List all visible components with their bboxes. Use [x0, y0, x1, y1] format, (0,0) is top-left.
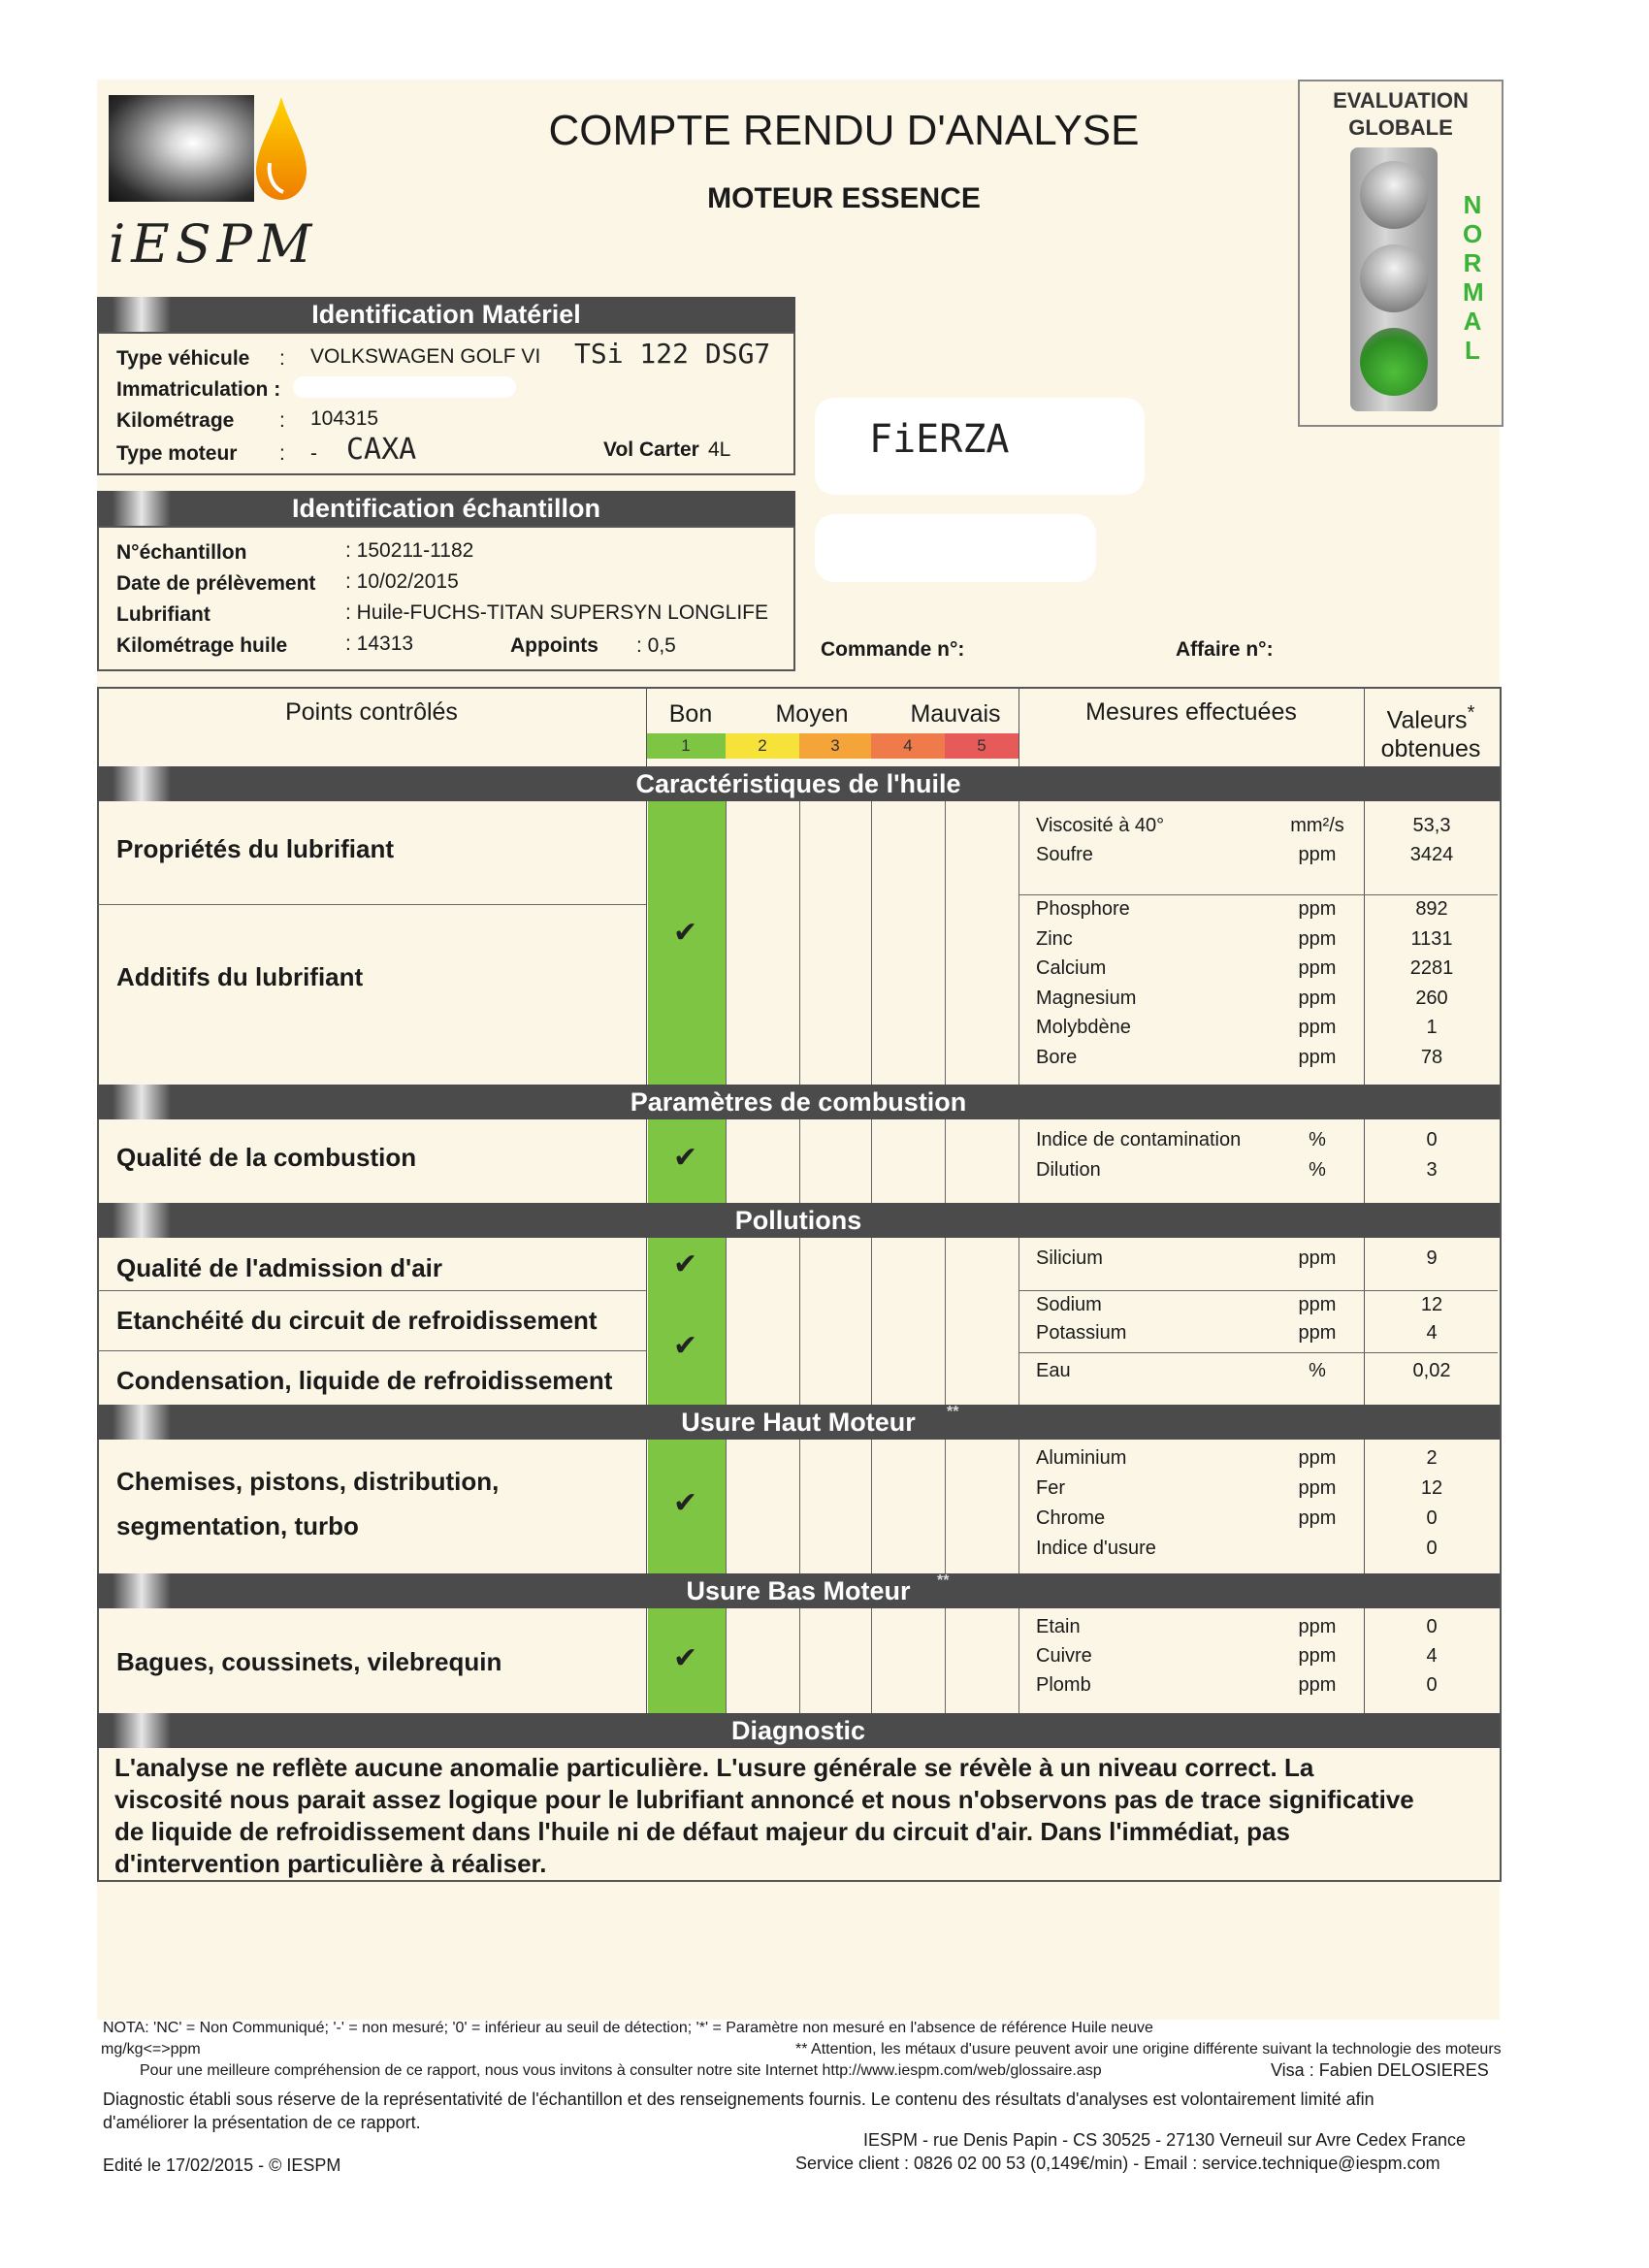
header-mauvais: Mauvais — [910, 700, 1001, 728]
lubrifiant-label: Lubrifiant — [116, 603, 210, 626]
score-col-divider — [799, 1608, 800, 1713]
measure-value: 1 — [1426, 1017, 1438, 1038]
measure-value: 4 — [1426, 1322, 1438, 1344]
measure-value: 892 — [1415, 898, 1448, 920]
footer-glossaire: Pour une meilleure compréhension de ce rapport, nous vous invitons à consulter notre site Internet http://www.iespm.com/web/glossaire.asp — [140, 2062, 1102, 2079]
measure-name: Etain — [1036, 1616, 1081, 1637]
row-admission: Qualité de l'admission d'air — [116, 1253, 443, 1282]
measure-name: Indice de contamination — [1036, 1129, 1242, 1150]
light-top — [1360, 161, 1428, 229]
measure-name: Aluminium — [1036, 1447, 1127, 1469]
oil-drop-icon — [254, 95, 308, 202]
row-etancheite: Etanchéité du circuit de refroidissement — [116, 1306, 598, 1335]
measure-unit: % — [1309, 1360, 1326, 1381]
diagnostic-line: d'intervention particulière à réaliser. — [114, 1849, 547, 1878]
section-title: Identification Matériel — [311, 300, 581, 329]
section-title: Caractéristiques de l'huile — [635, 769, 961, 798]
measure-unit: ppm — [1298, 898, 1337, 920]
handwritten-name: FiERZA — [869, 417, 1010, 462]
type-moteur-handwritten: CAXA — [346, 433, 417, 467]
header-moyen: Moyen — [775, 700, 849, 728]
kilometrage-label: Kilométrage — [116, 409, 235, 432]
measure-name: Calcium — [1036, 957, 1107, 979]
report-subtitle: MOTEUR ESSENCE — [707, 182, 981, 214]
logo-text: iESPM — [109, 213, 318, 275]
numero-label: N°échantillon — [116, 541, 247, 564]
measure-unit: ppm — [1298, 844, 1337, 865]
measure-name: Potassium — [1036, 1322, 1127, 1344]
section-caracteristiques — [97, 766, 1500, 801]
double-star: ** — [947, 1404, 959, 1420]
score-col-divider — [945, 1440, 946, 1573]
type-moteur-label: Type moteur — [116, 442, 238, 465]
footer-reserve-line1: Diagnostic établi sous réserve de la représentativité de l'échantillon et des renseignements fournis. Le contenu des résultats d'analyses est volontairement limité afin — [103, 2090, 1374, 2109]
score-col-divider — [1018, 1440, 1019, 1573]
evaluation-panel — [1298, 80, 1504, 427]
date-label: Date de prélèvement — [116, 572, 316, 595]
section-combustion — [97, 1085, 1500, 1119]
section-title: Identification échantillon — [291, 494, 600, 523]
measure-unit: ppm — [1298, 1447, 1337, 1469]
measure-name: Sodium — [1036, 1294, 1102, 1315]
measure-value: 2 — [1426, 1447, 1438, 1469]
measure-unit: ppm — [1298, 1294, 1337, 1315]
row-divider — [97, 904, 646, 905]
row-divider — [97, 1290, 646, 1291]
header-mesures: Mesures effectuées — [1085, 698, 1297, 726]
score-col-divider — [871, 1440, 872, 1573]
check-icon: ✔ — [673, 1330, 698, 1362]
measure-value: 4 — [1426, 1645, 1438, 1667]
colon: : — [279, 442, 285, 465]
redaction-mask — [815, 514, 1096, 582]
row-combustion: Qualité de la combustion — [116, 1143, 417, 1172]
check-icon: ✔ — [673, 1642, 698, 1674]
measure-name: Fer — [1036, 1477, 1065, 1499]
row-proprietes: Propriétés du lubrifiant — [116, 834, 395, 863]
lubrifiant-value: : Huile-FUCHS-TITAN SUPERSYN LONGLIFE — [345, 601, 769, 624]
light-middle — [1360, 244, 1428, 312]
score-col-divider — [1018, 801, 1019, 1085]
measure-name: Phosphore — [1036, 898, 1130, 920]
check-icon: ✔ — [673, 917, 698, 949]
measure-value: 0 — [1426, 1616, 1438, 1637]
measure-name: Chrome — [1036, 1507, 1106, 1529]
row-bagues: Bagues, coussinets, vilebrequin — [116, 1647, 502, 1676]
evaluation-title-line1: EVALUATION — [1333, 88, 1469, 113]
score-col-divider — [726, 1608, 727, 1713]
section-haut-moteur — [97, 1405, 1500, 1440]
appoints-value: : 0,5 — [636, 634, 676, 657]
footer-reserve-line2: d'améliorer la présentation de ce rapport. — [103, 2113, 421, 2132]
measure-value: 2281 — [1409, 957, 1454, 979]
measure-unit: ppm — [1298, 957, 1337, 979]
logo-gradient — [109, 95, 254, 202]
status-letter: R — [1463, 248, 1482, 277]
measure-name: Magnesium — [1036, 988, 1137, 1009]
score-cell: 2 — [726, 733, 799, 759]
status-letter: O — [1463, 219, 1483, 248]
header-valeurs-line2: obtenues — [1380, 735, 1481, 763]
score-col-divider — [871, 1608, 872, 1713]
measure-value: 0 — [1426, 1129, 1438, 1150]
kilometrage-value: 104315 — [310, 407, 379, 430]
appoints-label: Appoints — [510, 634, 598, 657]
status-letter: L — [1465, 336, 1480, 365]
measure-unit: ppm — [1298, 1645, 1337, 1667]
echantillon-box — [97, 526, 795, 671]
score-col-divider — [1018, 1119, 1019, 1203]
status-letter: M — [1463, 277, 1484, 307]
header-points: Points contrôlés — [285, 698, 458, 726]
measure-value: 0 — [1426, 1538, 1438, 1559]
score-col-divider — [1018, 1238, 1019, 1405]
measure-unit: mm²/s — [1290, 815, 1344, 836]
vol-carter-label: Vol Carter — [603, 438, 699, 461]
measure-value: 12 — [1420, 1294, 1443, 1315]
measure-unit: ppm — [1298, 1674, 1337, 1696]
score-col-divider — [726, 1440, 727, 1573]
score-col-divider — [799, 1440, 800, 1573]
col-divider — [646, 687, 647, 1715]
measure-value: 78 — [1420, 1047, 1443, 1068]
row-condensation: Condensation, liquide de refroidissement — [116, 1366, 613, 1395]
section-pollutions — [97, 1203, 1500, 1238]
section-title: Usure Haut Moteur — [681, 1408, 916, 1437]
measure-unit: ppm — [1298, 1507, 1337, 1529]
measure-unit: ppm — [1298, 1047, 1337, 1068]
score-col-divider — [726, 801, 727, 1085]
asterisk: * — [1467, 702, 1475, 724]
check-icon: ✔ — [673, 1142, 698, 1174]
section-diagnostic — [97, 1713, 1500, 1748]
measure-value: 0,02 — [1412, 1360, 1451, 1381]
score-col-divider — [799, 801, 800, 1085]
traffic-light-icon — [1350, 147, 1438, 411]
status-letter: A — [1463, 307, 1482, 336]
footer-attention: ** Attention, les métaux d'usure peuvent avoir une origine différente suivant la technologie des moteurs — [795, 2041, 1502, 2057]
measure-name: Indice d'usure — [1036, 1538, 1156, 1559]
header-bon: Bon — [668, 700, 713, 728]
score-cell: 1 — [646, 733, 726, 759]
measure-name: Plomb — [1036, 1674, 1091, 1696]
double-star: ** — [937, 1572, 950, 1589]
footer-service: Service client : 0826 02 00 53 (0,149€/min) - Email : service.technique@iespm.com — [795, 2154, 1440, 2173]
footer-visa: Visa : Fabien DELOSIERES — [1271, 2060, 1489, 2080]
type-moteur-value: - — [310, 442, 317, 465]
row-chemises-line2: segmentation, turbo — [116, 1511, 359, 1540]
materiel-box — [97, 332, 795, 475]
measure-value: 3424 — [1409, 844, 1454, 865]
measure-unit: ppm — [1298, 1477, 1337, 1499]
measure-value: 9 — [1426, 1247, 1438, 1269]
header-valeurs — [1364, 698, 1498, 763]
score-col-divider — [871, 801, 872, 1085]
row-chemises-line1: Chemises, pistons, distribution, — [116, 1467, 500, 1496]
section-title: Paramètres de combustion — [630, 1087, 967, 1117]
measure-value: 0 — [1426, 1507, 1438, 1529]
diagnostic-text — [114, 1752, 1482, 1880]
colon: : — [279, 347, 285, 370]
section-identification-materiel — [97, 297, 795, 332]
measure-unit: % — [1309, 1129, 1326, 1150]
score-cell: 5 — [945, 733, 1018, 759]
measure-value: 1131 — [1410, 928, 1453, 950]
measure-name: Bore — [1036, 1047, 1078, 1068]
colon: : — [279, 409, 285, 432]
row-divider — [1018, 1352, 1498, 1353]
measure-unit: ppm — [1298, 988, 1337, 1009]
measure-unit: ppm — [1298, 1247, 1337, 1269]
measure-unit: ppm — [1298, 1017, 1337, 1038]
km-huile-label: Kilométrage huile — [116, 634, 288, 657]
measure-name: Molybdène — [1036, 1017, 1131, 1038]
score-col-divider — [871, 1119, 872, 1203]
light-green — [1360, 328, 1428, 396]
measure-value: 3 — [1426, 1159, 1438, 1181]
type-vehicule-handwritten: TSi 122 DSG7 — [574, 338, 771, 370]
affaire-label: Affaire n°: — [1176, 638, 1274, 661]
score-cell: 4 — [871, 733, 945, 759]
check-icon: ✔ — [673, 1487, 698, 1519]
measure-value: 0 — [1426, 1674, 1438, 1696]
score-col-divider — [871, 1238, 872, 1405]
evaluation-title — [1300, 87, 1502, 142]
type-vehicule-label: Type véhicule — [116, 347, 250, 370]
unit-col-spacer — [1261, 1238, 1262, 1405]
row-divider — [97, 1350, 646, 1351]
measure-name: Soufre — [1036, 844, 1093, 865]
measure-name: Zinc — [1036, 928, 1073, 950]
diagnostic-line: de liquide de refroidissement dans l'huile ni de défaut majeur du circuit d'air. Dans l'immédiat, pas — [114, 1817, 1290, 1846]
diagnostic-line: L'analyse ne reflète aucune anomalie particulière. L'usure générale se révèle à un niveau correct. La — [114, 1753, 1314, 1782]
evaluation-title-line2: GLOBALE — [1348, 115, 1453, 140]
section-title: Pollutions — [734, 1206, 862, 1235]
unit-col-spacer — [1261, 1119, 1262, 1203]
footer-edite: Edité le 17/02/2015 - © IESPM — [103, 2155, 341, 2175]
score-col-divider — [945, 1119, 946, 1203]
score-col-divider — [945, 801, 946, 1085]
km-huile-value: : 14313 — [345, 632, 414, 655]
measure-value: 53,3 — [1412, 815, 1451, 836]
check-icon: ✔ — [673, 1248, 698, 1280]
score-col-divider — [1018, 1608, 1019, 1713]
unit-col-spacer — [1261, 1608, 1262, 1713]
section-bas-moteur — [97, 1573, 1500, 1608]
footer-nota: NOTA: 'NC' = Non Communiqué; '-' = non mesuré; '0' = inférieur au seuil de détection; '*' = Paramètre non mesuré en l'absence de référence Huile neuve — [103, 2020, 1153, 2036]
header-valeurs-text: Valeurs — [1386, 706, 1468, 734]
measure-name: Eau — [1036, 1360, 1071, 1381]
section-identification-echantillon — [97, 491, 795, 526]
row-additifs: Additifs du lubrifiant — [116, 962, 364, 991]
col-divider — [1364, 687, 1365, 1715]
vol-carter-value: 4L — [708, 438, 731, 461]
score-col-divider — [945, 1238, 946, 1405]
measure-name: Dilution — [1036, 1159, 1101, 1181]
status-letter: N — [1463, 190, 1482, 219]
measure-name: Viscosité à 40° — [1036, 815, 1165, 836]
type-vehicule-value: VOLKSWAGEN GOLF VI — [310, 345, 541, 368]
score-col-divider — [726, 1238, 727, 1405]
commande-label: Commande n°: — [821, 638, 965, 661]
header-valeurs-line1 — [1364, 698, 1498, 734]
measure-unit: ppm — [1298, 1616, 1337, 1637]
measure-name: Cuivre — [1036, 1645, 1092, 1667]
score-col-divider — [799, 1119, 800, 1203]
iespm-logo — [109, 95, 318, 275]
score-col-divider — [945, 1608, 946, 1713]
row-divider — [1018, 1290, 1498, 1291]
unit-col-spacer — [1261, 801, 1262, 1085]
immatriculation-label: Immatriculation : — [116, 378, 281, 401]
measure-unit: % — [1309, 1159, 1326, 1181]
numero-value: : 150211-1182 — [345, 539, 474, 562]
section-title: Usure Bas Moteur — [686, 1576, 911, 1605]
score-col-divider — [799, 1238, 800, 1405]
measure-value: 260 — [1415, 988, 1448, 1009]
footer-mgkg: mg/kg<=>ppm — [101, 2041, 201, 2057]
redaction-mask — [293, 376, 516, 398]
measure-value: 12 — [1420, 1477, 1443, 1499]
measure-unit: ppm — [1298, 928, 1337, 950]
score-col-divider — [726, 1119, 727, 1203]
diagnostic-line: viscosité nous parait assez logique pour le lubrifiant annoncé et nous n'observons pas de trace significative — [114, 1785, 1414, 1814]
section-title: Diagnostic — [730, 1716, 866, 1745]
measure-name: Silicium — [1036, 1247, 1103, 1269]
measure-unit: ppm — [1298, 1322, 1337, 1344]
footer-address: IESPM - rue Denis Papin - CS 30525 - 27130 Verneuil sur Avre Cedex France — [863, 2130, 1466, 2150]
report-title: COMPTE RENDU D'ANALYSE — [548, 107, 1140, 154]
date-value: : 10/02/2015 — [345, 570, 459, 593]
unit-col-spacer — [1261, 1440, 1262, 1573]
score-cell: 3 — [799, 733, 871, 759]
row-divider — [1018, 894, 1498, 895]
